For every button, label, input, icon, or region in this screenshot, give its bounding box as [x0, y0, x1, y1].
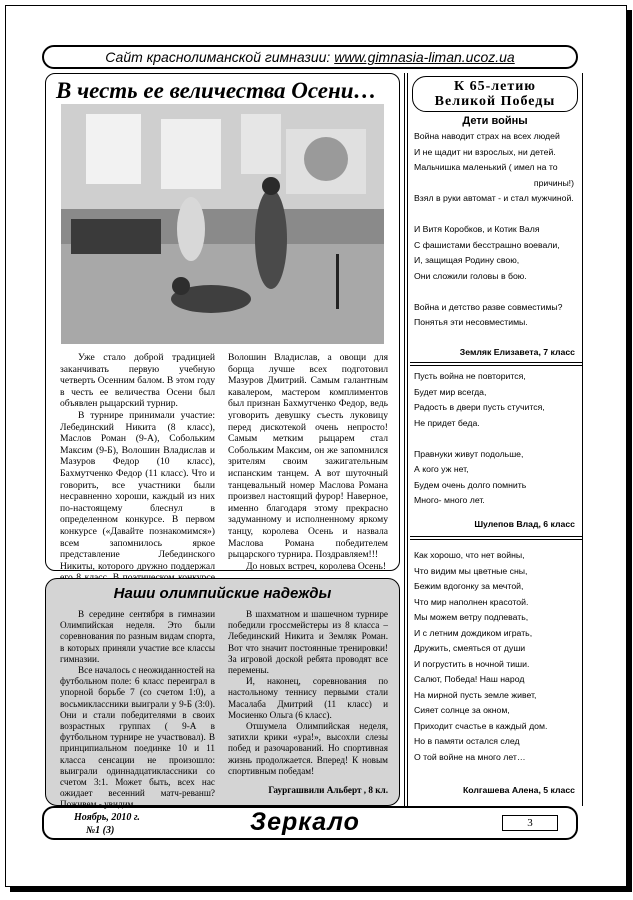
poem3: [414, 548, 547, 765]
poem-line: И погрустить в ночной тиши.: [414, 658, 530, 669]
poem-line: [414, 207, 574, 223]
poem-line: Дружить, смеяться от души: [414, 643, 526, 653]
paragraph: Уже стало доброй традицией заканчивать первую учебную четверть Осенним балом. В этом году в честь ее величества Осени был объявлен рыцарский турнир.: [60, 352, 215, 410]
paragraph: В турнире принимали участие: Лебединский Никита (8 класс), Маслов Роман (9-А), Собольким Максим (9-Б), Волошин Владислав и Мазуров Федор (10 класс), Бахмутченко Федор (11 класс). Что и говорить, все участники были несравненно хороши, каждый из них по-настоящему блеснул в определенном конкурсе. В первом конкурсе («Давайте познакомимся») всем запомнилось яркое представление Лебединского Никиты, которого дружно поддержал: [60, 409, 215, 572]
poem1-title: Дети войны: [462, 115, 528, 127]
poem-line: Будем очень долго помнить: [414, 479, 527, 490]
poem-line: Что мир наполнен красотой.: [414, 596, 529, 607]
article-olympic-col-left: [60, 609, 215, 811]
poem2: [414, 369, 545, 509]
divider: [410, 536, 582, 537]
autumn-ball-photo: [61, 104, 384, 344]
poem-line: причины!): [533, 177, 574, 188]
article-autumn-title: В честь ее величества Осени…: [56, 78, 377, 103]
poem-line: И, защищая Родину свою,: [414, 255, 520, 265]
site-label: Сайт краснолиманской гимназии:: [105, 49, 331, 65]
poem-line: А кого уж нет,: [414, 464, 469, 474]
poem-line: Война и детство разве совместимы?: [414, 301, 563, 312]
poem-line: Салют, Победа! Наш народ: [414, 674, 525, 684]
poem-line: И не щадит ни взрослых, ни детей.: [414, 146, 556, 157]
column-divider: [404, 73, 405, 806]
poem-line: Сияет солнце за окном,: [414, 705, 510, 715]
poem-line: Взял в руки автомат - и стал мужчиной.: [414, 193, 574, 203]
poem-line: Бежим вдогонку за мечтой,: [414, 581, 524, 591]
poem-line: С фашистами бесстрашно воевали,: [414, 239, 560, 250]
divider: [410, 539, 582, 540]
poem-line: Будет мир всегда,: [414, 386, 487, 397]
poem-line: О той войне на много лет…: [414, 751, 526, 762]
poem-line: Приходит счастье в каждый дом.: [414, 720, 548, 731]
poem2-author: Шулепов Влад, 6 класс: [474, 519, 575, 529]
poem-line: Радость в двери пусть стучится,: [414, 402, 545, 412]
anniversary-banner: [412, 76, 578, 112]
paragraph: Все началось с неожиданностей на футбольном поле: 6 класс переиграл в упорной борьбе 7 (со счетом 1:0), а восьмиклассники выиграли у 9-Б (3:0). Они и стали победителями в своих возрастных группах ( 9-А в футбольном турнире не участвовал). В принципиальном поединке 10 и 11 класса сенсации не произошло: выиграли одиннадцатиклассники со счетом 3:1. Может быть, всех нас ожидает весенний матч-реванш? Поживем - увидим.: [60, 665, 215, 810]
poem-line: [414, 284, 574, 300]
paragraph: Волошин Владислав, а овощи для борща лучше всех подготовил Мазуров Дмитрий. Самым галантным кавалером, мастером комплиментов был признан Бахмутченко Федор, ведь уговорить девушку съесть луковицу перед дискотекой очень непросто! Самым метким рыцарем стал Собольким Максим, он же запомнился зрителям своим зажигательным испанским танцем. А вот шуточный танцевальный номер Маслова Романа произвел настоящий фурор! Наверное, именно благодаря этому прекрасно задуманному и исполненному яркому танцу, королева Осень и назвала Маслова Романа победителем рыцарского турнира. Поздравляем!!!: [228, 352, 388, 561]
issue-date: Ноябрь, 2010 г.: [74, 812, 140, 823]
poem-line: Пусть война не повторится,: [414, 371, 526, 381]
poem3-author: Колгашева Алена, 5 класс: [462, 785, 575, 795]
poem-line: Много- много лет.: [414, 495, 485, 505]
poem-line: Они сложили головы в бою.: [414, 270, 527, 281]
poem-line: На мирной пусть земле живет,: [414, 689, 537, 700]
poem-line: Мальчишка маленький ( имел на то: [414, 162, 558, 172]
right-border: [582, 73, 583, 806]
poem1-author: Земляк Елизавета, 7 класс: [459, 347, 575, 357]
article-autumn-col-left: [60, 352, 215, 595]
article-olympic: [45, 578, 400, 810]
divider: [410, 362, 582, 363]
paragraph: В середине сентября в гимназии Олимпийская неделя. Это были соревнования по разным видам спорта, в которых приняли участие все классы гимназии.: [60, 609, 215, 664]
paragraph: Отшумела Олимпийская неделя, затихли крики «ура!», высохли слезы побед и разочарований. Но спортивная жизнь продолжается. Вперед! К новым спортивным победам!: [228, 721, 388, 776]
issue-number: №1 (3): [86, 825, 115, 836]
page-shadow-bottom: [10, 887, 632, 892]
page-shadow-right: [627, 10, 632, 892]
poem-line: И с летним дождиком играть,: [414, 627, 533, 638]
photo-illustration: [61, 104, 384, 344]
poem-line: Как хорошо, что нет войны,: [414, 550, 525, 560]
poem-line: Понятья эти несовместимы.: [414, 317, 528, 327]
article-olympic-title: Наши олимпийские надежды: [113, 585, 332, 602]
paragraph: До новых встреч, королева Осень!: [246, 560, 387, 572]
article-autumn: [45, 73, 400, 571]
footer-bar: [42, 806, 578, 840]
poem-line: Не придет беда.: [414, 417, 480, 428]
article-autumn-col-right: [228, 352, 388, 572]
page-number: 3: [502, 815, 558, 831]
newspaper-name: Зеркало: [250, 808, 360, 836]
site-url-link[interactable]: www.gimnasia-liman.ucoz.ua: [334, 49, 515, 65]
poem-line: Война наводит страх на всех людей: [414, 131, 560, 141]
footer-date-block: [74, 811, 140, 837]
poem-line: И Витя Коробков, и Котик Валя: [414, 224, 540, 234]
poem-line: Что видим мы цветные сны,: [414, 565, 528, 576]
poem-line: Правнуки живут подольше,: [414, 448, 524, 459]
anniversary-line2: Великой Победы: [434, 94, 556, 109]
column-divider-2: [407, 73, 408, 806]
divider: [410, 365, 582, 366]
poem-line: [414, 431, 545, 447]
site-header: [42, 45, 578, 69]
article-olympic-author: Гаургашвили Альберт , 8 кл.: [268, 785, 388, 796]
poem1: [414, 129, 574, 331]
anniversary-line1: К 65-летию: [453, 79, 537, 94]
article-olympic-col-right: [228, 609, 388, 796]
paragraph: И, наконец, соревнования по настольному теннису первыми стали Масалаба Дмитрий (11 класс) и Мосиенко Ольга (6 класс).: [228, 676, 388, 720]
paragraph: В шахматном и шашечном турнире победили гроссмейстеры из 8 класса – Лебединский Никита и Земляк Роман. Вот что значит постоянные тренировки! За игровой доской ребята проводят все перемены.: [228, 609, 388, 676]
poem-line: Но в памяти остался след: [414, 736, 520, 746]
poem-line: Мы можем ветру подпевать,: [414, 612, 529, 622]
